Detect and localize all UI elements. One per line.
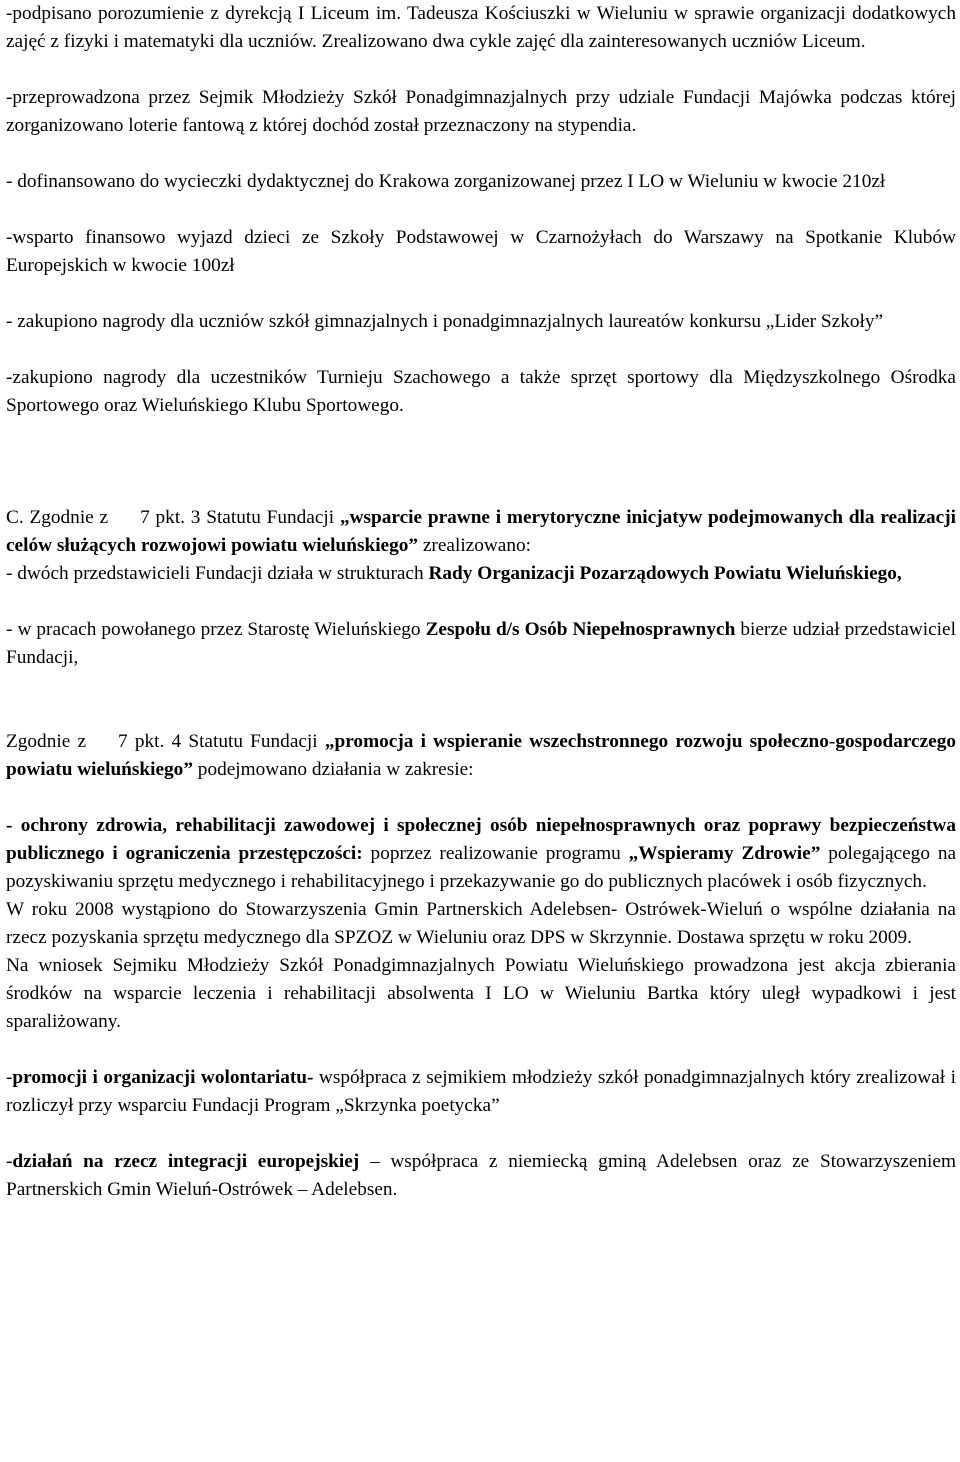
section-4-health-text-a: poprzez realizowanie programu xyxy=(370,843,621,864)
section-4-lead: Zgodnie z xyxy=(6,731,87,752)
paragraph-lottery: -przeprowadzona przez Sejmik Młodzieży Szkół Ponadgimnazjalnych przy udziale Fundacji Majówka podczas której zorganizowano loterie fantową z której dochód został przeznaczony na stypendia. xyxy=(6,87,956,136)
paragraph-agreement: -podpisano porozumienie z dyrekcją I Liceum im. Tadeusza Kościuszki w Wieluniu w sprawie organizacji dodatkowych zajęć z fizyki i matematyki dla uczniów. Zrealizowano dwa cykle zajęć dla zainteresowanych uczniów Liceum. xyxy=(6,3,956,52)
section-4-health-bold: - ochrony zdrowia, rehabilitacji zawodowej i społecznej osób niepełnosprawnych oraz poprawy bezpieczeństwa publicznego i ograniczenia przestępczości: xyxy=(6,815,956,864)
section-4-volunteering xyxy=(6,1064,956,1120)
section-4-tail: podejmowano działania w zakresie: xyxy=(197,759,474,780)
section-c-item1-text: - dwóch przedstawicieli Fundacji działa w strukturach xyxy=(6,563,424,584)
section-4-intro xyxy=(6,728,956,784)
section-c-goal: „wsparcie prawne i merytoryczne inicjatyw podejmowanych dla realizacji celów służących rozwojowi powiatu wieluńskiego” xyxy=(6,507,956,556)
paragraph-warsaw-trip: -wsparto finansowo wyjazd dzieci ze Szkoły Podstawowej w Czarnożyłach do Warszawy na Spotkanie Klubów Europejskich w kwocie 100zł xyxy=(6,227,956,276)
section-4-sejmik: Na wniosek Sejmiku Młodzieży Szkół Ponadgimnazjalnych Powiatu Wieluńskiego prowadzona jest akcja zbierania środków na wsparcie leczenia i rehabilitacji absolwenta I LO w Wieluniu Bartka który uległ wypadkowi i jest sparaliżowany. xyxy=(6,955,956,1032)
section-c-statute-ref: 7 pkt. 3 Statutu Fundacji xyxy=(140,507,335,528)
section-4-statute-ref: 7 pkt. 4 Statutu Fundacji xyxy=(118,731,318,752)
paragraph-leader-award: - zakupiono nagrody dla uczniów szkół gimnazjalnych i ponadgimnazjalnych laureatów konkursu „Lider Szkoły” xyxy=(6,311,884,332)
volunteer-dash: - xyxy=(6,1067,13,1088)
section-4-health-text-b: polegającego na pozyskiwaniu sprzętu medycznego i rehabilitacyjnego i przekazywanie go do publicznych placówek i osób fizycznych. xyxy=(6,843,957,892)
section-4-health-program: „Wspieramy Zdrowie” xyxy=(628,843,821,864)
section-c-tail: zrealizowano: xyxy=(422,535,532,556)
section-4-goal: „promocja i wspieranie wszechstronnego rozwoju społeczno-gospodarczego powiatu wieluńskiego” xyxy=(6,731,956,780)
section-c-item1-bold: Rady Organizacji Pozarządowych Powiatu Wieluńskiego, xyxy=(428,563,902,584)
section-4-health xyxy=(6,812,956,896)
volunteer-bold: promocji i organizacji wolontariatu- xyxy=(12,1067,314,1088)
section-c-item2-bold: Zespołu d/s Osób Niepełnosprawnych xyxy=(425,619,736,640)
paragraph-krakow-trip: - dofinansowano do wycieczki dydaktycznej do Krakowa zorganizowanej przez I LO w Wieluniu w kwocie 210zł xyxy=(6,171,886,192)
section-c-intro xyxy=(6,504,956,588)
euro-text: – współpraca z niemiecką gminą Adelebsen oraz ze Stowarzyszeniem Partnerskich Gmin Wieluń-Ostrówek – Adelebsen. xyxy=(6,1151,956,1200)
section-c-item2-tail: bierze udział przedstawiciel Fundacji, xyxy=(6,619,956,668)
volunteer-text: współpraca z sejmikiem młodzieży szkół ponadgimnazjalnych który zrealizował i rozliczył przy wsparciu Fundacji Program „Skrzynka poetycka” xyxy=(6,1067,956,1116)
euro-dash: - xyxy=(6,1151,13,1172)
paragraph-chess-awards: -zakupiono nagrody dla uczestników Turnieju Szachowego a także sprzęt sportowy dla Międzyszkolnego Ośrodka Sportowego oraz Wieluńskiego Klubu Sportowego. xyxy=(6,367,956,416)
section-c-lead: C. Zgodnie z xyxy=(6,507,109,528)
section-c-item2 xyxy=(6,616,956,672)
section-4-2008: W roku 2008 wystąpiono do Stowarzyszenia Gmin Partnerskich Adelebsen- Ostrówek-Wieluń o wspólne działania na rzecz pozyskania sprzętu medycznego dla SPZOZ w Wieluniu oraz DPS w Skrzynnie. Dostawa sprzętu w roku 2009. xyxy=(6,899,956,948)
section-c-item2-text: - w pracach powołanego przez Starostę Wieluńskiego xyxy=(6,619,421,640)
section-4-european xyxy=(6,1148,956,1204)
euro-bold: działań na rzecz integracji europejskiej xyxy=(12,1151,360,1172)
